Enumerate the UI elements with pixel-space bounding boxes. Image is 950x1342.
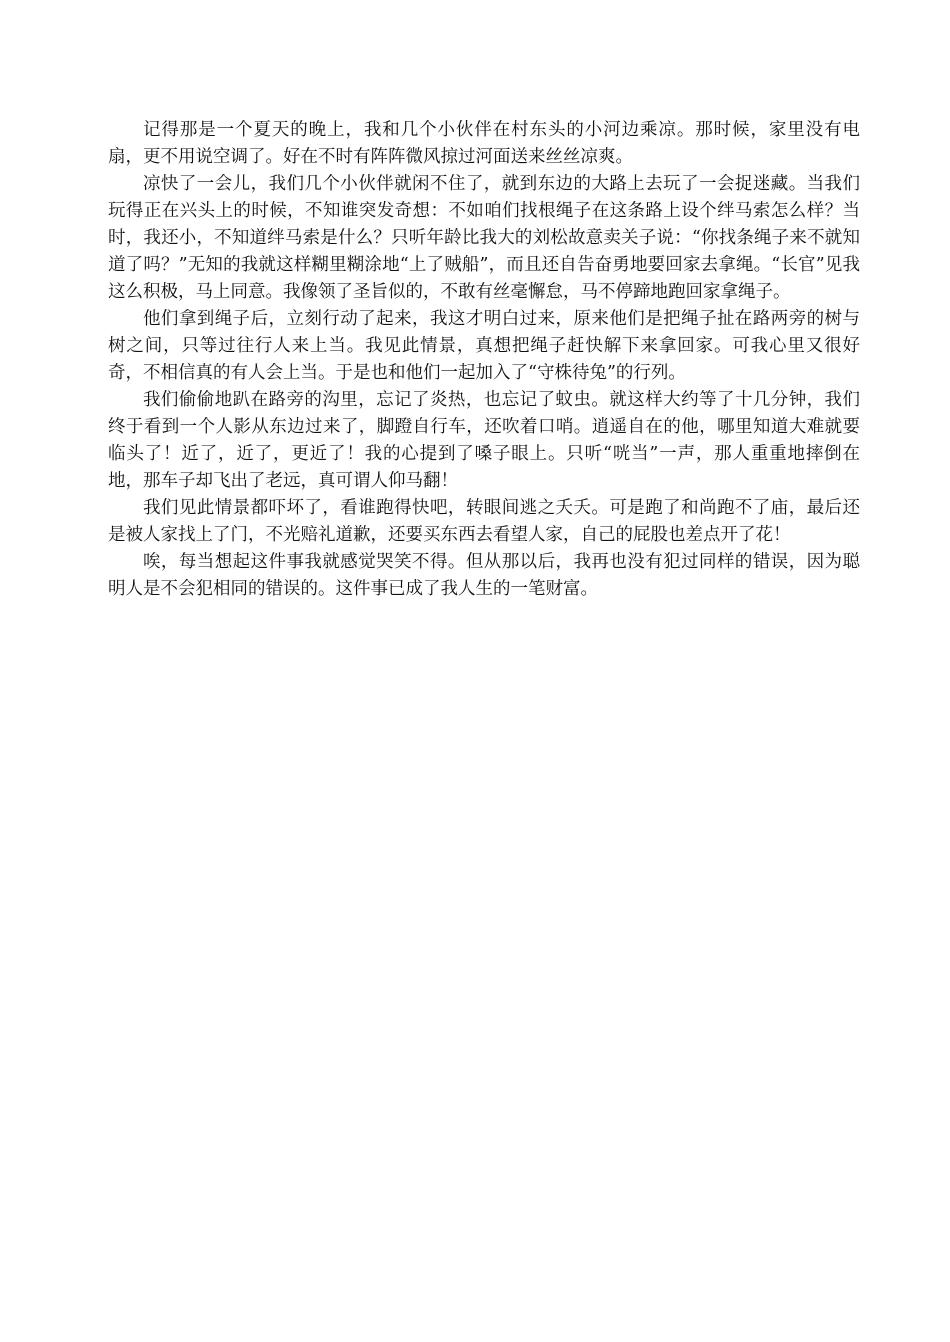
paragraph-5: 我们见此情景都吓坏了，看谁跑得快吧，转眼间逃之夭夭。可是跑了和尚跑不了庙，最后还是被人家找上了门，不光赔礼道歉，还要买东西去看望人家，自己的屁股也差点开了花！	[108, 498, 860, 545]
paragraph-6: 唉，每当想起这件事我就感觉哭笑不得。但从那以后，我再也没有犯过同样的错误，因为聪明人是不会犯相同的错误的。这件事已成了我人生的一笔财富。	[108, 552, 860, 599]
essay-body	[108, 117, 860, 603]
paragraph-4: 我们偷偷地趴在路旁的沟里，忘记了炎热，也忘记了蚊虫。就这样大约等了十几分钟，我们终于看到一个人影从东边过来了，脚蹬自行车，还吹着口哨。逍遥自在的他，哪里知道大难就要临头了！近了，近了，更近了！我的心提到了嗓子眼上。只听“咣当”一声，那人重重地摔倒在地，那车子却飞出了老远，真可谓人仰马翻！	[108, 390, 860, 491]
paragraph-2: 凉快了一会儿，我们几个小伙伴就闲不住了，就到东边的大路上去玩了一会捉迷藏。当我们玩得正在兴头上的时候，不知谁突发奇想：不如咱们找根绳子在这条路上设个绊马索怎么样？当时，我还小，不知道绊马索是什么？只听年龄比我大的刘松故意卖关子说：“你找条绳子来不就知道了吗？”无知的我就这样糊里糊涂地“上了贼船”，而且还自告奋勇地要回家去拿绳。“长官”见我这么积极，马上同意。我像领了圣旨似的，不敢有丝毫懈怠，马不停蹄地跑回家拿绳子。	[108, 174, 860, 302]
paragraph-3: 他们拿到绳子后，立刻行动了起来，我这才明白过来，原来他们是把绳子扯在路两旁的树与树之间，只等过往行人来上当。我见此情景，真想把绳子赶快解下来拿回家。可我心里又很好奇，不相信真的有人会上当。于是也和他们一起加入了“守株待兔”的行列。	[108, 309, 860, 383]
paragraph-1: 记得那是一个夏天的晚上，我和几个小伙伴在村东头的小河边乘凉。那时候，家里没有电扇，更不用说空调了。好在不时有阵阵微风掠过河面送来丝丝凉爽。	[108, 120, 860, 167]
